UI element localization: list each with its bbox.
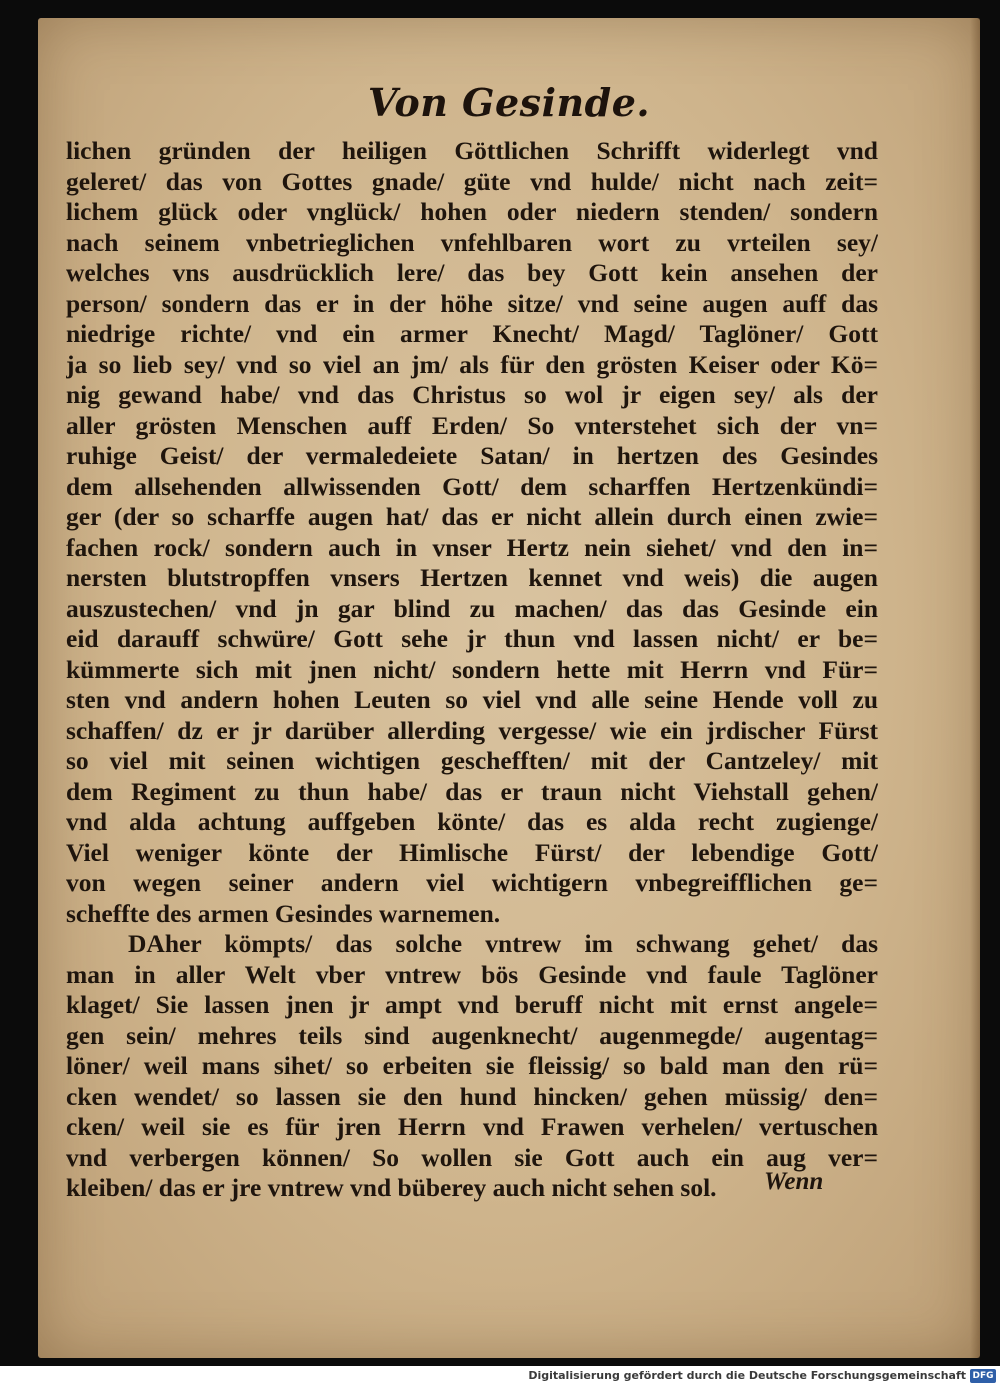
text-line: klaget/ Sie lassen jnen jr ampt vnd beruff nicht mit ernst angele= xyxy=(66,990,878,1019)
text-line: dem allsehenden allwissenden Gott/ dem scharffen Hertzenkündi= xyxy=(66,471,878,501)
text-line: löner/ weil mans sihet/ so erbeiten sie fleissig/ so bald man den rü= xyxy=(66,1051,878,1080)
text-line: cken wendet/ so lassen sie den hund hincken/ gehen müssig/ den= xyxy=(66,1081,878,1111)
text-line: von wegen seiner andern viel wichtigern vnbegreifflichen ge= xyxy=(66,868,878,897)
text-line: ruhige Geist/ der vermaledeiete Satan/ in hertzen des Gesindes xyxy=(66,441,878,470)
text-line: sten vnd andern hohen Leuten so viel vnd alle seine Hende voll zu xyxy=(66,685,878,714)
text-line: so viel mit seinen wichtigen geschefften/ mit der Cantzeley/ mit xyxy=(66,746,878,775)
text-line: lichem glück oder vnglück/ hohen oder niedern stenden/ sondern xyxy=(66,197,878,226)
text-line: man in aller Welt vber vntrew bös Gesinde vnd faule Taglöner xyxy=(66,959,878,989)
text-line: kümmerte sich mit jnen nicht/ sondern hette mit Herrn vnd Für= xyxy=(66,654,878,684)
text-line: vnd verbergen können/ So wollen sie Gott auch ein aug ver= xyxy=(66,1142,878,1172)
text-line: gen sein/ mehres teils sind augenknecht/ augenmegde/ augentag= xyxy=(66,1020,878,1050)
text-line: geleret/ das von Gottes gnade/ güte vnd hulde/ nicht nach zeit= xyxy=(66,166,878,196)
text-line: nach seinem vnbetrieglichen vnfehlbaren wort zu vrteilen sey/ xyxy=(66,227,878,257)
text-line: niedrige richte/ vnd ein armer Knecht/ Magd/ Taglöner/ Gott xyxy=(66,319,878,348)
text-line: ja so lieb sey/ vnd so viel an jm/ als für den grösten Keiser oder Kö= xyxy=(66,349,878,379)
text-line: cken/ weil sie es für jren Herrn vnd Frawen verhelen/ vertuschen xyxy=(66,1112,878,1141)
text-line: eid darauff schwüre/ Gott sehe jr thun vnd lassen nicht/ er be= xyxy=(66,624,878,653)
text-line: schaffen/ dz er jr darüber allerding vergesse/ wie ein jrdischer Fürst xyxy=(66,715,878,745)
text-line: kleiben/ das er jre vntrew vnd büberey auch nicht sehen sol. xyxy=(66,1173,717,1202)
page-edge-shadow xyxy=(970,18,980,1358)
footer-bar xyxy=(0,1366,1000,1387)
paragraph-start-line: DAher kömpts/ das solche vntrew im schwang gehet/ das xyxy=(128,929,878,958)
body-text xyxy=(66,136,878,1204)
text-line: nig gewand habe/ vnd das Christus so wol jr eigen sey/ als der xyxy=(66,380,878,409)
text-line: nersten blutstropffen vnsers Hertzen kennet vnd weis) die augen xyxy=(66,563,878,592)
page-heading: Von Gesinde. xyxy=(367,80,651,125)
text-line: fachen rock/ sondern auch in vnser Hertz nein siehet/ vnd den in= xyxy=(66,532,878,562)
text-line: dem Regiment zu thun habe/ das er traun nicht Viehstall gehen/ xyxy=(66,776,878,806)
funding-credit: Digitalisierung gefördert durch die Deutsche Forschungsgemeinschaft xyxy=(528,1369,966,1382)
text-line: Viel weniger könte der Himlische Fürst/ der lebendige Gott/ xyxy=(66,837,878,867)
text-line: auszustechen/ vnd jn gar blind zu machen/ das das Gesinde ein xyxy=(66,593,878,623)
dfg-logo: DFG xyxy=(970,1369,996,1383)
text-line: welches vns ausdrücklich lere/ das bey Gott kein ansehen der xyxy=(66,258,878,287)
text-line: vnd alda achtung auffgeben könte/ das es alda recht zugienge/ xyxy=(66,807,878,836)
text-line: aller grösten Menschen auff Erden/ So vnterstehet sich der vn= xyxy=(66,410,878,440)
text-line: ger (der so scharffe augen hat/ das er nicht allein durch einen zwie= xyxy=(66,502,878,531)
text-line: scheffte des armen Gesindes warnemen. xyxy=(66,898,501,928)
text-line: person/ sondern das er in der höhe sitze/ vnd seine augen auff das xyxy=(66,288,878,318)
book-page xyxy=(38,18,980,1358)
catchword: Wenn xyxy=(764,1168,824,1195)
text-line: lichen gründen der heiligen Göttlichen Schrifft widerlegt vnd xyxy=(66,136,878,165)
